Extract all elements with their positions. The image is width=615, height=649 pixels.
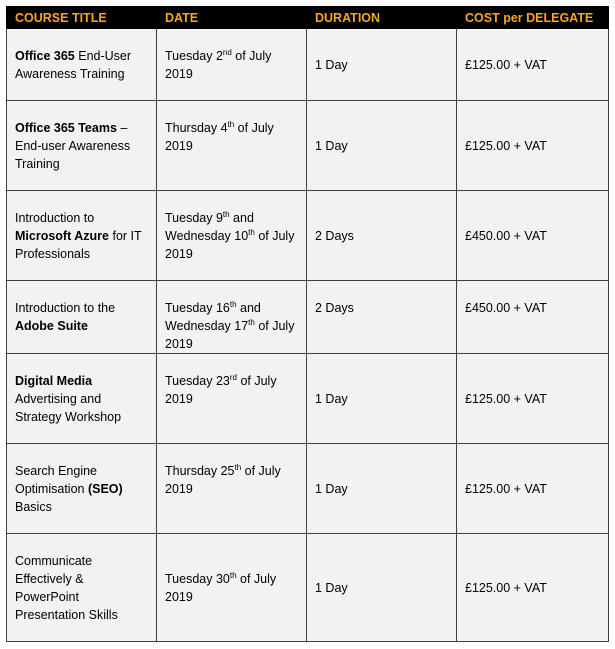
course-schedule-table — [6, 6, 609, 642]
duration-cell: 1 Day — [307, 534, 457, 642]
course-title-post: End-User Awareness Training — [15, 48, 132, 81]
table-row — [7, 444, 609, 534]
duration-cell: 2 Days — [307, 191, 457, 281]
cost-cell: £450.00 + VAT — [457, 281, 609, 354]
course-title-pre: Communicate Effectively & PowerPoint Presentation Skills — [15, 553, 118, 622]
date-suffix: th — [222, 209, 230, 219]
cost-cell: £125.00 + VAT — [457, 354, 609, 444]
duration-cell: 1 Day — [307, 101, 457, 191]
duration-cell: 2 Days — [307, 281, 457, 354]
date-cell — [157, 444, 307, 534]
course-title-post: – End-user Awareness Training — [15, 120, 131, 171]
date-text: Tuesday 2 — [165, 48, 223, 63]
date-cell — [157, 534, 307, 642]
date-suffix: th — [227, 119, 235, 129]
date-text: Tuesday 23 — [165, 374, 230, 388]
header-row — [7, 7, 609, 29]
course-title-post: Basics — [15, 499, 52, 514]
date-suffix: th — [229, 570, 237, 580]
date-text: and Wednesday 10 — [165, 210, 254, 243]
date-text: of July 2019 — [165, 228, 295, 261]
date-suffix: th — [234, 462, 242, 472]
date-text: of July 2019 — [165, 319, 295, 351]
table-row — [7, 29, 609, 101]
course-title-cell — [7, 101, 157, 191]
date-suffix: th — [248, 227, 255, 237]
date-text: Thursday 4 — [165, 121, 228, 135]
cost-cell: £125.00 + VAT — [457, 101, 609, 191]
table-row — [7, 191, 609, 281]
date-suffix: nd — [222, 47, 232, 57]
table-row — [7, 101, 609, 191]
course-title-bold: Adobe Suite — [15, 319, 88, 333]
course-title-post: for IT Professionals — [15, 228, 142, 261]
cost-cell: £125.00 + VAT — [457, 29, 609, 101]
duration-cell: 1 Day — [307, 29, 457, 101]
date-text: Tuesday 9 — [165, 210, 223, 225]
course-title-cell — [7, 281, 157, 354]
date-cell — [157, 354, 307, 444]
header-course-title: COURSE TITLE — [7, 7, 157, 29]
header-date: DATE — [157, 7, 307, 29]
cost-cell: £125.00 + VAT — [457, 444, 609, 534]
header-cost: COST per DELEGATE — [457, 7, 609, 29]
duration-cell: 1 Day — [307, 354, 457, 444]
date-suffix: th — [229, 299, 237, 309]
date-text: Tuesday 30 — [165, 571, 230, 586]
date-text: Tuesday 16 — [165, 301, 230, 315]
course-title-bold: Microsoft Azure — [15, 228, 109, 243]
course-title-pre: Introduction to the — [15, 301, 116, 315]
course-title-pre: Search Engine Optimisation — [15, 463, 98, 496]
date-text: of July 2019 — [165, 571, 277, 604]
date-cell — [157, 191, 307, 281]
table-row — [7, 354, 609, 444]
course-title-bold: Digital Media — [15, 374, 93, 388]
cost-cell: £125.00 + VAT — [457, 534, 609, 642]
date-suffix: rd — [229, 372, 237, 382]
course-title-pre: Introduction to — [15, 210, 95, 225]
header-duration: DURATION — [307, 7, 457, 29]
date-text: and Wednesday 17 — [165, 301, 261, 333]
course-title-bold: Office 365 — [15, 48, 75, 63]
date-text: Thursday 25 — [165, 464, 235, 478]
date-cell — [157, 281, 307, 354]
date-text: of July 2019 — [165, 48, 272, 81]
course-title-cell — [7, 444, 157, 534]
course-title-cell — [7, 29, 157, 101]
course-title-post: Advertising and Strategy Workshop — [15, 392, 122, 424]
table-row — [7, 534, 609, 642]
table-row — [7, 281, 609, 354]
duration-cell: 1 Day — [307, 444, 457, 534]
date-cell — [157, 29, 307, 101]
course-title-cell — [7, 354, 157, 444]
date-text: of July 2019 — [165, 374, 277, 406]
course-title-bold: Office 365 Teams — [15, 120, 117, 135]
course-title-cell — [7, 534, 157, 642]
course-title-cell — [7, 191, 157, 281]
course-title-bold: (SEO) — [87, 481, 123, 496]
date-text: of July 2019 — [165, 464, 281, 496]
cost-cell: £450.00 + VAT — [457, 191, 609, 281]
date-text: of July 2019 — [165, 121, 274, 153]
date-cell — [157, 101, 307, 191]
date-suffix: th — [248, 317, 255, 327]
